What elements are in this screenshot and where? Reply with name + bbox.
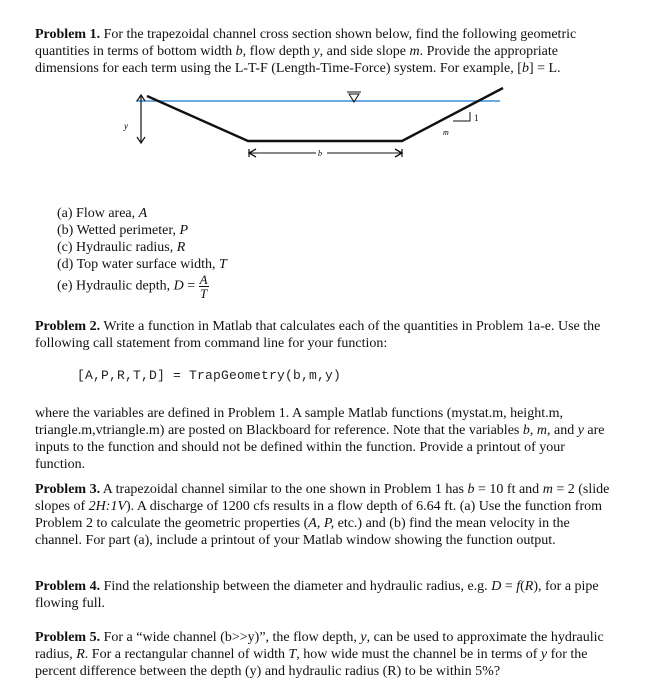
list-item-var: R	[176, 240, 186, 255]
problem-2-label: Problem 2.	[35, 319, 101, 334]
problem-3-body: ). A discharge of 1200 cfs results in a flow depth of 6.64 ft. (a) Use the function from Problem 2 to calculate the geometric properties (	[35, 499, 603, 531]
list-item-label: (e) Hydraulic depth,	[57, 278, 174, 294]
problem-5-body: For a “wide channel (b>>y)”, the flow depth,	[100, 630, 361, 645]
list-item	[57, 239, 227, 256]
problem-3-body: = 2 (slide slopes of	[35, 482, 610, 514]
call-statement-code: [A,P,R,T,D] = TrapGeometry(b,m,y)	[77, 368, 342, 383]
problem-1-body: , flow depth	[242, 44, 314, 59]
problem-1-label: Problem 1.	[35, 27, 101, 42]
list-item-var: T	[219, 257, 227, 272]
list-item	[57, 256, 227, 273]
var-y: y	[577, 423, 584, 438]
var-list: A, P,	[308, 516, 335, 531]
problem-5-body: , how wide must the channel be in terms of	[296, 647, 541, 662]
problem-4-body: (	[520, 579, 525, 594]
problem-1-body: For the trapezoidal channel cross section shown below, find the following geometric quantities in terms of bottom width	[35, 27, 577, 59]
list-item-label: (b) Wetted perimeter,	[57, 223, 180, 238]
list-item-var: A	[138, 206, 148, 221]
equals-sign: =	[183, 278, 199, 294]
var-D: D	[173, 278, 184, 294]
list-item-label: (c) Hydraulic radius,	[57, 240, 177, 255]
var-T: T	[288, 647, 297, 662]
problem-2-body: Write a function in Matlab that calculates each of the quantities in Problem 1a-e. Use the following call statement from command line for your function:	[35, 319, 601, 351]
list-item-var: P	[179, 223, 189, 238]
problem-1-body: . Provide the appropriate dimensions for each term using the L-T-F (Length-Time-Force) system. For example, [	[35, 44, 558, 76]
fraction-A-over-T	[199, 273, 209, 300]
var-m: m	[536, 423, 547, 438]
slope-ratio: 2H:1V	[88, 499, 126, 514]
var-m: m	[542, 482, 553, 497]
var-m: m	[409, 44, 420, 59]
quantity-list	[57, 205, 227, 273]
var-b: b	[522, 423, 530, 438]
problem-5-label: Problem 5.	[35, 630, 101, 645]
fraction-denominator: T	[200, 286, 208, 301]
problem-3-text	[35, 481, 615, 549]
list-item	[57, 205, 227, 222]
problem-4-body: Find the relationship between the diameter and hydraulic radius, e.g.	[100, 579, 492, 594]
problem-4-body: ), for a pipe flowing full.	[35, 579, 599, 611]
depth-dimension-arrow	[137, 95, 145, 143]
problem-4-body: =	[501, 579, 517, 594]
bottom-width-label: b	[318, 149, 322, 158]
var-D: D	[491, 579, 502, 594]
list-item	[57, 222, 227, 239]
var-y: y	[360, 630, 367, 645]
channel-outline	[147, 88, 503, 141]
var-R: R	[524, 579, 534, 594]
list-item-e	[57, 273, 209, 300]
problem-3-body: etc.) and (b) find the mean velocity in the channel. For part (a), include a printout of your Matlab window showing the function output.	[35, 516, 570, 548]
fraction-numerator: A	[199, 272, 208, 287]
depth-label: y	[124, 121, 128, 131]
problem-3-label: Problem 3.	[35, 482, 101, 497]
slope-one-label: 1	[474, 113, 479, 123]
problem-2-notes	[35, 405, 615, 473]
var-b: b	[467, 482, 475, 497]
var-b: b	[521, 61, 529, 76]
problem-5-text	[35, 629, 615, 680]
problem-3-body: = 10 ft and	[474, 482, 543, 497]
slope-m-label: m	[443, 128, 449, 137]
problem-2-body: where the variables are defined in Problem 1. A sample Matlab functions (mystat.m, height.m, triangle.m,vtriangle.m) are posted on Blackboard for reference. Note that the variables	[35, 406, 563, 438]
problem-5-body: for the percent difference between the depth (y) and hydraulic radius (R) to be within 5%?	[35, 647, 588, 679]
problem-2-body: , and	[546, 423, 578, 438]
problem-2-text	[35, 318, 615, 352]
problem-1-body: ] = L.	[528, 61, 561, 76]
var-y: y	[313, 44, 320, 59]
var-f: f	[516, 579, 521, 594]
problem-4-label: Problem 4.	[35, 579, 101, 594]
problem-3-body: A trapezoidal channel similar to the one shown in Problem 1 has	[100, 482, 468, 497]
problem-1-body: , and side slope	[319, 44, 410, 59]
problem-2-body: ,	[529, 423, 537, 438]
problem-4-text	[35, 578, 615, 612]
list-item-label: (d) Top water surface width,	[57, 257, 220, 272]
var-b: b	[235, 44, 243, 59]
list-item-label: (a) Flow area,	[57, 206, 139, 221]
problem-5-body: . For a rectangular channel of width	[84, 647, 289, 662]
var-R: R	[76, 647, 85, 662]
var-y: y	[540, 647, 548, 662]
problem-2-body: are inputs to the function and should not be defined within the function. Provide a printout of your function.	[35, 423, 605, 472]
bottom-width-arrow	[249, 149, 402, 157]
problem-5-body: , can be used to approximate the hydraulic radius,	[35, 630, 604, 662]
